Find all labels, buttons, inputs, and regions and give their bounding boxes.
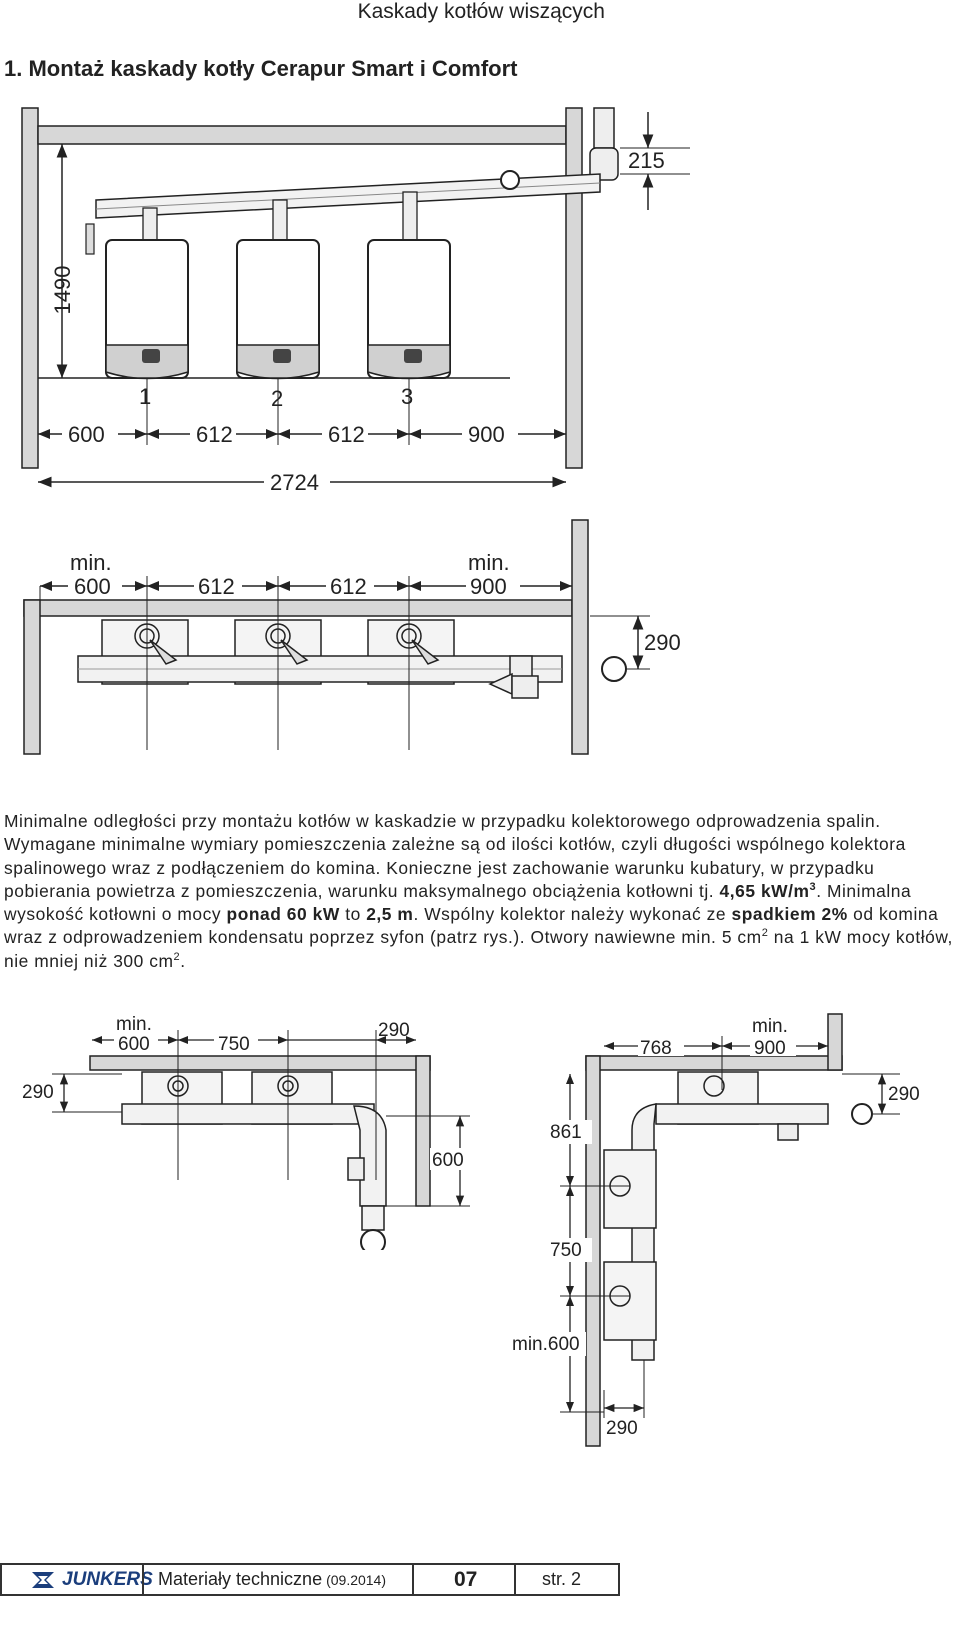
section-number: 07	[454, 1567, 478, 1591]
junkers-logo-icon	[32, 1570, 54, 1590]
spacing-612-b: 612	[328, 422, 365, 447]
fig3-wall-290: 290	[22, 1082, 54, 1103]
min-label-right: min.	[468, 550, 510, 575]
fig3-offset-290: 290	[378, 1020, 410, 1041]
brand-logo	[32, 1565, 153, 1594]
fig4-spacing-768: 768	[640, 1038, 672, 1059]
page-number: str. 2	[542, 1569, 582, 1589]
plan-spacing-900: 900	[470, 574, 507, 599]
plan-depth-290: 290	[644, 630, 681, 655]
fig4-vertical-861: 861	[550, 1122, 582, 1143]
boiler-1	[106, 240, 188, 379]
figure-corner	[480, 1010, 960, 1450]
min-label-left: min.	[70, 550, 112, 575]
page-header: Kaskady kotłów wiszących	[357, 0, 605, 23]
fig4-spacing-900: 900	[754, 1038, 786, 1059]
footer-divider	[142, 1565, 144, 1594]
description-paragraph: Minimalne odległości przy montażu kotłów w kaskadzie w przypadku kolektorowego odprowadzenia spalin. Wymagane minimalne wymiary pomieszczenia zależne są od ilości kotłów, czyli długości wspólnego kolektora spalinowego wraz z podłączeniem do komina. Konieczne jest zachowanie warunku kubatury, w przypadku pobierania powietrza z pomieszczenia, warunku maksymalnego obciążenia kotłowni tj. 4,65 $kW/m^3$. Minimalna wysokość kotłowni o mocy ponad 60 kW to 2,5 m. Wspólny kolektor należy wykonać ze spadkiem 2% od komina wraz z odprowadzeniem kondensatu poprzez syfon (patrz rys.). Otwory nawiewne min. 5 $cm^2$ na 1 kW mocy kotłów, nie mniej niż 300 $cm^2$.	[4, 811, 953, 971]
footer-divider	[514, 1565, 516, 1594]
spacing-900: 900	[468, 422, 505, 447]
page-footer	[0, 1563, 620, 1596]
figure-two-boilers	[0, 1010, 480, 1250]
figure-elevation	[0, 100, 960, 500]
spacing-612-a: 612	[196, 422, 233, 447]
boiler-number-2: 2	[271, 386, 284, 411]
fig4-vertical-750: 750	[550, 1240, 582, 1261]
doc-title: Materiały techniczne (09.2014)	[158, 1569, 387, 1589]
plan-spacing-612-a: 612	[198, 574, 235, 599]
fig4-offset-290: 290	[888, 1084, 920, 1105]
plan-spacing-600: 600	[74, 574, 111, 599]
boiler-number-1: 1	[139, 384, 152, 409]
total-width: 2724	[270, 470, 319, 495]
plan-spacing-612-b: 612	[330, 574, 367, 599]
brand-name: JUNKERS	[62, 1568, 153, 1590]
fig3-min-label: min.	[116, 1014, 152, 1035]
footer-divider	[412, 1565, 414, 1594]
section-title: 1. Montaż kaskady kotły Cerapur Smart i Comfort	[4, 56, 518, 81]
height-dimension: 1490	[50, 265, 75, 315]
boiler-3	[368, 240, 450, 379]
fig4-min-label: min.	[752, 1016, 788, 1037]
fig4-bottom-290: 290	[606, 1418, 638, 1439]
fig3-vertical-600: 600	[432, 1150, 464, 1171]
boiler-number-3: 3	[401, 384, 414, 409]
fig3-spacing-600: 600	[118, 1034, 150, 1055]
fig4-vertical-min600: min.600	[512, 1334, 580, 1355]
boiler-2	[237, 240, 319, 379]
flue-drop-dimension: 215	[628, 148, 665, 173]
spacing-600: 600	[68, 422, 105, 447]
figure-plan	[0, 518, 960, 758]
fig3-spacing-750: 750	[218, 1034, 250, 1055]
